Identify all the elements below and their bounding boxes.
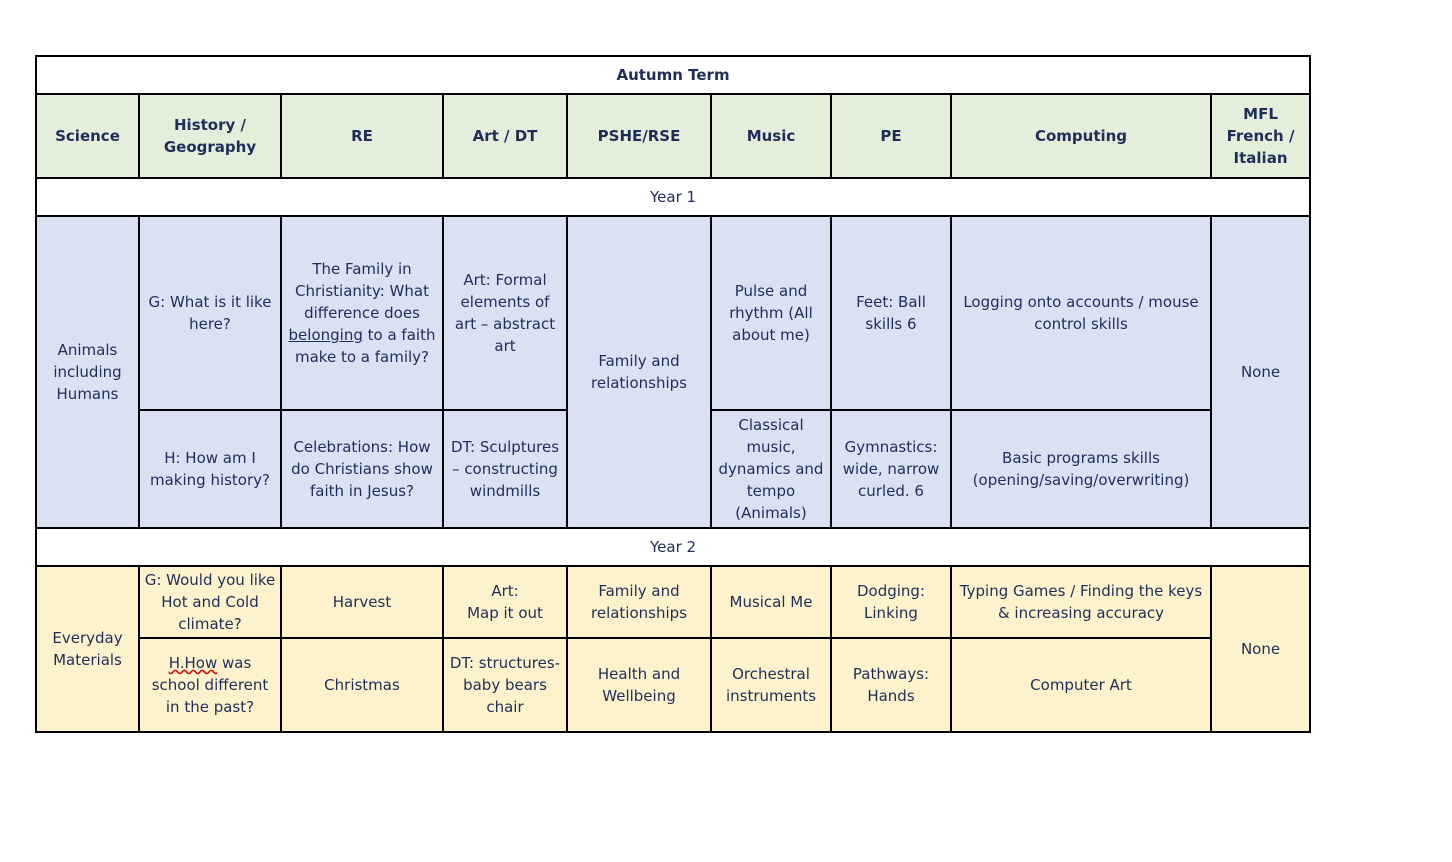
autumn-term-table <box>35 55 1311 733</box>
year1-re-b: Celebrations: How do Christians show faith in Jesus? <box>281 410 443 528</box>
year2-science: Everyday Materials <box>36 566 139 732</box>
year2-history-a: G: Would you like Hot and Cold climate? <box>139 566 281 638</box>
year1-music-b: Classical music, dynamics and tempo (Animals) <box>711 410 831 528</box>
header-re: RE <box>281 94 443 178</box>
year1-science: Animals including Humans <box>36 216 139 528</box>
header-music: Music <box>711 94 831 178</box>
year1-label: Year 1 <box>36 178 1310 216</box>
year2-re-b: Christmas <box>281 638 443 732</box>
year1-art-a: Art: Formal elements of art – abstract art <box>443 216 567 410</box>
year1-history-b: H: How am I making history? <box>139 410 281 528</box>
year1-history-a: G: What is it like here? <box>139 216 281 410</box>
year2-computing-a: Typing Games / Finding the keys & increasing accuracy <box>951 566 1211 638</box>
year2-pe-a: Dodging: Linking <box>831 566 951 638</box>
year2-re-a: Harvest <box>281 566 443 638</box>
year2-history-b: H.How was school different in the past? <box>139 638 281 732</box>
term-title: Autumn Term <box>36 56 1310 94</box>
year1-re-a: The Family in Christianity: What difference does belonging to a faith make to a family? <box>281 216 443 410</box>
year2-label: Year 2 <box>36 528 1310 566</box>
year2-pshe-a: Family and relationships <box>567 566 711 638</box>
header-science: Science <box>36 94 139 178</box>
header-computing: Computing <box>951 94 1211 178</box>
year2-mfl: None <box>1211 566 1310 732</box>
header-mfl: MFL French / Italian <box>1211 94 1310 178</box>
year1-pe-b: Gymnastics: wide, narrow curled. 6 <box>831 410 951 528</box>
year1-pe-a: Feet: Ball skills 6 <box>831 216 951 410</box>
year2-music-b: Orchestral instruments <box>711 638 831 732</box>
header-history-geography: History / Geography <box>139 94 281 178</box>
year1-computing-a: Logging onto accounts / mouse control skills <box>951 216 1211 410</box>
year1-art-b: DT: Sculptures – constructing windmills <box>443 410 567 528</box>
header-art-dt: Art / DT <box>443 94 567 178</box>
year2-music-a: Musical Me <box>711 566 831 638</box>
year2-pshe-b: Health and Wellbeing <box>567 638 711 732</box>
year1-computing-b: Basic programs skills (opening/saving/overwriting) <box>951 410 1211 528</box>
year1-music-a: Pulse and rhythm (All about me) <box>711 216 831 410</box>
year1-mfl: None <box>1211 216 1310 528</box>
header-pshe: PSHE/RSE <box>567 94 711 178</box>
year2-art-a: Art: Map it out <box>443 566 567 638</box>
year1-pshe: Family and relationships <box>567 216 711 528</box>
year2-computing-b: Computer Art <box>951 638 1211 732</box>
year2-pe-b: Pathways: Hands <box>831 638 951 732</box>
year2-art-b: DT: structures- baby bears chair <box>443 638 567 732</box>
header-pe: PE <box>831 94 951 178</box>
